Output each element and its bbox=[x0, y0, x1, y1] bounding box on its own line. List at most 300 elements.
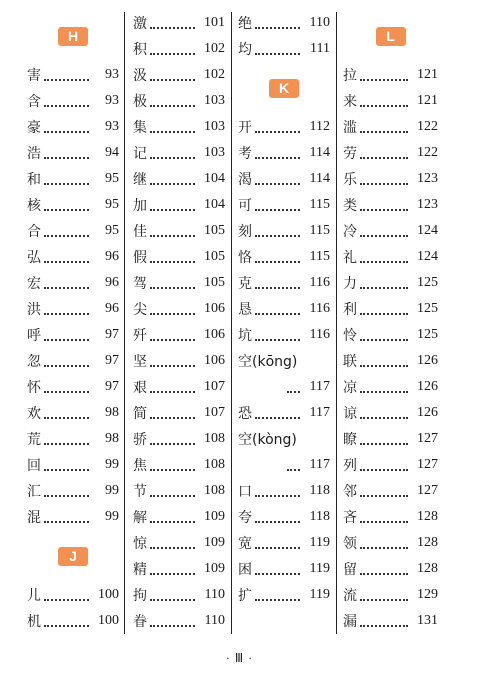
index-entry bbox=[27, 374, 119, 400]
index-entry bbox=[27, 608, 119, 634]
entry-page-number: 115 bbox=[309, 223, 330, 238]
index-entry bbox=[343, 270, 438, 296]
section-letter-badge: H bbox=[58, 27, 88, 46]
dot-leader bbox=[150, 70, 195, 81]
entry-page-number: 100 bbox=[98, 587, 119, 602]
entry-page-number: 98 bbox=[105, 405, 119, 420]
entry-page-number: 101 bbox=[204, 15, 225, 30]
entry-character: 瞭 bbox=[343, 432, 357, 448]
index-entry bbox=[133, 504, 225, 530]
entry-page-number: 119 bbox=[309, 587, 330, 602]
index-entry bbox=[133, 166, 225, 192]
dot-leader bbox=[360, 304, 408, 315]
entry-character: 困 bbox=[238, 562, 252, 578]
entry-page-number: 93 bbox=[105, 93, 119, 108]
index-entry bbox=[343, 322, 438, 348]
dot-leader bbox=[150, 538, 195, 549]
entry-page-number: 125 bbox=[417, 275, 438, 290]
index-column-3 bbox=[238, 10, 330, 608]
entry-character: 坚 bbox=[133, 354, 147, 370]
entry-character: 混 bbox=[27, 510, 41, 526]
entry-character: 怀 bbox=[27, 380, 41, 396]
index-entry bbox=[343, 244, 438, 270]
index-entry bbox=[133, 426, 225, 452]
index-entry bbox=[27, 582, 119, 608]
entry-page-number: 95 bbox=[105, 171, 119, 186]
index-entry bbox=[238, 192, 330, 218]
index-entry bbox=[133, 218, 225, 244]
index-entry bbox=[343, 452, 438, 478]
dot-leader bbox=[44, 200, 89, 211]
entry-character: 渴 bbox=[238, 172, 252, 188]
index-entry bbox=[238, 582, 330, 608]
dot-leader bbox=[360, 590, 408, 601]
index-entry bbox=[133, 582, 225, 608]
column-divider bbox=[231, 12, 232, 634]
index-entry bbox=[238, 10, 330, 36]
dot-leader bbox=[150, 174, 195, 185]
entry-page-number: 105 bbox=[204, 249, 225, 264]
entry-character: 力 bbox=[343, 276, 357, 292]
dot-leader bbox=[44, 356, 89, 367]
dot-leader bbox=[150, 512, 195, 523]
index-entry bbox=[27, 322, 119, 348]
dot-leader bbox=[360, 278, 408, 289]
entry-page-number: 95 bbox=[105, 223, 119, 238]
index-entry bbox=[343, 192, 438, 218]
dot-leader bbox=[150, 330, 195, 341]
entry-character: 弘 bbox=[27, 250, 41, 266]
index-entry bbox=[27, 140, 119, 166]
dot-leader bbox=[255, 278, 300, 289]
entry-page-number: 122 bbox=[417, 145, 438, 160]
index-column-1 bbox=[27, 10, 119, 634]
entry-character: 宽 bbox=[238, 536, 252, 552]
entry-character: 领 bbox=[343, 536, 357, 552]
dot-leader bbox=[44, 330, 89, 341]
entry-character: 极 bbox=[133, 94, 147, 110]
dot-leader bbox=[44, 226, 89, 237]
dot-leader bbox=[360, 382, 408, 393]
entry-character: 呼 bbox=[27, 328, 41, 344]
entry-character: 忽 bbox=[27, 354, 41, 370]
entry-character: 恪 bbox=[238, 250, 252, 266]
entry-page-number: 106 bbox=[204, 353, 225, 368]
dot-leader bbox=[255, 590, 300, 601]
entry-character: 留 bbox=[343, 562, 357, 578]
entry-character: 简 bbox=[133, 406, 147, 422]
index-entry bbox=[133, 322, 225, 348]
entry-page-number: 107 bbox=[204, 405, 225, 420]
dot-leader bbox=[255, 200, 300, 211]
entry-character: 艰 bbox=[133, 380, 147, 396]
entry-character: 汲 bbox=[133, 68, 147, 84]
entry-page-number: 126 bbox=[417, 405, 438, 420]
entry-page-number: 119 bbox=[309, 535, 330, 550]
index-entry bbox=[27, 348, 119, 374]
index-entry bbox=[27, 88, 119, 114]
entry-page-number: 105 bbox=[204, 275, 225, 290]
entry-page-number: 112 bbox=[309, 119, 330, 134]
entry-page-number: 93 bbox=[105, 67, 119, 82]
entry-page-number: 95 bbox=[105, 197, 119, 212]
dot-leader bbox=[255, 226, 300, 237]
index-entry bbox=[133, 88, 225, 114]
dot-leader bbox=[150, 44, 195, 55]
entry-page-number: 131 bbox=[417, 613, 438, 628]
entry-character: 夸 bbox=[238, 510, 252, 526]
dot-leader bbox=[255, 538, 300, 549]
entry-character: 浩 bbox=[27, 146, 41, 162]
entry-character: 回 bbox=[27, 458, 41, 474]
dot-leader bbox=[360, 96, 408, 107]
index-entry bbox=[343, 114, 438, 140]
entry-character: 劳 bbox=[343, 146, 357, 162]
dot-leader bbox=[360, 252, 408, 263]
entry-character: 刻 bbox=[238, 224, 252, 240]
index-entry bbox=[343, 504, 438, 530]
dot-leader bbox=[44, 148, 89, 159]
entry-character: 均 bbox=[238, 42, 252, 58]
column-divider bbox=[124, 12, 125, 634]
dot-leader bbox=[44, 278, 89, 289]
index-entry bbox=[343, 374, 438, 400]
entry-character: 谅 bbox=[343, 406, 357, 422]
entry-page-number: 117 bbox=[309, 405, 330, 420]
entry-character: 记 bbox=[133, 146, 147, 162]
entry-character: 骄 bbox=[133, 432, 147, 448]
entry-page-number: 119 bbox=[309, 561, 330, 576]
dot-leader bbox=[44, 408, 89, 419]
entry-page-number: 125 bbox=[417, 301, 438, 316]
index-entry bbox=[238, 36, 330, 62]
entry-text: 空(kōng) bbox=[238, 354, 298, 370]
index-entry bbox=[343, 556, 438, 582]
index-entry bbox=[133, 62, 225, 88]
dot-leader bbox=[44, 460, 89, 471]
index-entry bbox=[238, 140, 330, 166]
index-entry-heading bbox=[238, 426, 330, 452]
index-entry bbox=[133, 374, 225, 400]
section-header bbox=[27, 530, 119, 582]
index-entry bbox=[27, 114, 119, 140]
index-column-4 bbox=[343, 10, 438, 634]
dot-leader bbox=[360, 616, 408, 627]
entry-page-number: 99 bbox=[105, 457, 119, 472]
entry-page-number: 106 bbox=[204, 301, 225, 316]
dot-leader bbox=[360, 148, 408, 159]
entry-character: 核 bbox=[27, 198, 41, 214]
index-entry bbox=[343, 426, 438, 452]
dot-leader bbox=[150, 200, 195, 211]
entry-page-number: 127 bbox=[417, 431, 438, 446]
section-letter-badge: K bbox=[269, 79, 299, 98]
entry-character: 汇 bbox=[27, 484, 41, 500]
dot-leader bbox=[360, 460, 408, 471]
dot-leader bbox=[360, 538, 408, 549]
dot-leader bbox=[44, 304, 89, 315]
dot-leader bbox=[287, 382, 300, 393]
index-entry bbox=[27, 400, 119, 426]
entry-character: 滥 bbox=[343, 120, 357, 136]
dot-leader bbox=[255, 486, 300, 497]
dot-leader bbox=[255, 564, 300, 575]
entry-page-number: 114 bbox=[309, 171, 330, 186]
dot-leader bbox=[44, 252, 89, 263]
entry-character: 害 bbox=[27, 68, 41, 84]
dot-leader bbox=[255, 148, 300, 159]
entry-page-number: 97 bbox=[105, 327, 119, 342]
index-entry bbox=[133, 556, 225, 582]
entry-page-number: 104 bbox=[204, 171, 225, 186]
index-entry bbox=[27, 504, 119, 530]
dot-leader bbox=[150, 18, 195, 29]
dot-leader bbox=[360, 486, 408, 497]
entry-page-number: 107 bbox=[204, 379, 225, 394]
entry-page-number: 116 bbox=[309, 327, 330, 342]
dot-leader bbox=[44, 590, 89, 601]
entry-character: 焦 bbox=[133, 458, 147, 474]
entry-character: 冷 bbox=[343, 224, 357, 240]
entry-character: 类 bbox=[343, 198, 357, 214]
entry-character: 豪 bbox=[27, 120, 41, 136]
index-entry bbox=[238, 114, 330, 140]
entry-character: 邻 bbox=[343, 484, 357, 500]
section-letter-badge: L bbox=[376, 27, 406, 46]
index-entry bbox=[343, 62, 438, 88]
entry-character: 来 bbox=[343, 94, 357, 110]
dot-leader bbox=[150, 252, 195, 263]
index-entry bbox=[133, 608, 225, 634]
section-header bbox=[238, 62, 330, 114]
index-entry bbox=[238, 218, 330, 244]
entry-page-number: 109 bbox=[204, 535, 225, 550]
entry-character: 拘 bbox=[133, 588, 147, 604]
entry-character: 假 bbox=[133, 250, 147, 266]
entry-page-number: 103 bbox=[204, 119, 225, 134]
index-entry bbox=[133, 530, 225, 556]
entry-character: 可 bbox=[238, 198, 252, 214]
dot-leader bbox=[360, 174, 408, 185]
index-entry bbox=[27, 62, 119, 88]
index-entry bbox=[27, 452, 119, 478]
entry-character: 礼 bbox=[343, 250, 357, 266]
index-entry bbox=[238, 504, 330, 530]
entry-character: 欢 bbox=[27, 406, 41, 422]
entry-character: 和 bbox=[27, 172, 41, 188]
entry-page-number: 115 bbox=[309, 197, 330, 212]
entry-page-number: 121 bbox=[417, 93, 438, 108]
entry-character: 儿 bbox=[27, 588, 41, 604]
index-entry bbox=[238, 530, 330, 556]
dot-leader bbox=[255, 122, 300, 133]
dot-leader bbox=[255, 512, 300, 523]
dot-leader bbox=[150, 96, 195, 107]
dot-leader bbox=[360, 564, 408, 575]
entry-page-number: 108 bbox=[204, 431, 225, 446]
entry-character: 列 bbox=[343, 458, 357, 474]
entry-character: 怜 bbox=[343, 328, 357, 344]
entry-page-number: 98 bbox=[105, 431, 119, 446]
entry-character: 绝 bbox=[238, 16, 252, 32]
entry-page-number: 115 bbox=[309, 249, 330, 264]
index-entry bbox=[133, 10, 225, 36]
dot-leader bbox=[150, 616, 195, 627]
entry-page-number: 109 bbox=[204, 561, 225, 576]
index-entry bbox=[133, 244, 225, 270]
entry-character: 集 bbox=[133, 120, 147, 136]
dot-leader bbox=[150, 434, 195, 445]
index-entry bbox=[343, 166, 438, 192]
column-divider bbox=[336, 12, 337, 634]
dot-leader bbox=[360, 70, 408, 81]
entry-page-number: 125 bbox=[417, 327, 438, 342]
dot-leader bbox=[150, 278, 195, 289]
index-entry bbox=[343, 218, 438, 244]
dot-leader bbox=[360, 512, 408, 523]
entry-character: 激 bbox=[133, 16, 147, 32]
index-entry bbox=[133, 270, 225, 296]
index-entry bbox=[133, 478, 225, 504]
dot-leader bbox=[150, 382, 195, 393]
index-entry bbox=[343, 88, 438, 114]
entry-character: 考 bbox=[238, 146, 252, 162]
entry-page-number: 124 bbox=[417, 249, 438, 264]
index-entry bbox=[238, 478, 330, 504]
dot-leader bbox=[255, 304, 300, 315]
dot-leader bbox=[44, 382, 89, 393]
index-entry bbox=[343, 140, 438, 166]
entry-page-number: 96 bbox=[105, 249, 119, 264]
entry-character: 拉 bbox=[343, 68, 357, 84]
index-entry-continuation bbox=[238, 452, 330, 478]
entry-page-number: 128 bbox=[417, 509, 438, 524]
entry-page-number: 110 bbox=[204, 587, 225, 602]
index-entry bbox=[343, 296, 438, 322]
index-entry-heading bbox=[238, 348, 330, 374]
entry-character: 恐 bbox=[238, 406, 252, 422]
entry-page-number: 111 bbox=[310, 41, 330, 56]
dot-leader bbox=[360, 330, 408, 341]
section-header bbox=[343, 10, 438, 62]
entry-page-number: 93 bbox=[105, 119, 119, 134]
dot-leader bbox=[150, 590, 195, 601]
dot-leader bbox=[44, 616, 89, 627]
entry-character: 扩 bbox=[238, 588, 252, 604]
dot-leader bbox=[255, 174, 300, 185]
dot-leader bbox=[150, 460, 195, 471]
dot-leader bbox=[150, 304, 195, 315]
entry-character: 凉 bbox=[343, 380, 357, 396]
entry-page-number: 116 bbox=[309, 301, 330, 316]
index-entry bbox=[133, 140, 225, 166]
dot-leader bbox=[360, 356, 408, 367]
entry-page-number: 126 bbox=[417, 379, 438, 394]
index-entry bbox=[133, 36, 225, 62]
entry-page-number: 97 bbox=[105, 379, 119, 394]
entry-page-number: 122 bbox=[417, 119, 438, 134]
index-entry bbox=[27, 426, 119, 452]
dot-leader bbox=[287, 460, 300, 471]
index-entry bbox=[238, 556, 330, 582]
dot-leader bbox=[44, 122, 89, 133]
entry-page-number: 103 bbox=[204, 93, 225, 108]
dot-leader bbox=[44, 174, 89, 185]
entry-character: 宏 bbox=[27, 276, 41, 292]
entry-character: 节 bbox=[133, 484, 147, 500]
entry-page-number: 99 bbox=[105, 509, 119, 524]
dot-leader bbox=[255, 408, 300, 419]
entry-page-number: 116 bbox=[309, 275, 330, 290]
dot-leader bbox=[360, 226, 408, 237]
index-entry bbox=[238, 244, 330, 270]
entry-character: 联 bbox=[343, 354, 357, 370]
entry-character: 含 bbox=[27, 94, 41, 110]
dot-leader bbox=[150, 122, 195, 133]
page-number: · Ⅲ · bbox=[225, 651, 254, 665]
entry-page-number: 118 bbox=[309, 483, 330, 498]
dot-leader bbox=[44, 486, 89, 497]
dot-leader bbox=[360, 434, 408, 445]
entry-page-number: 129 bbox=[417, 587, 438, 602]
entry-page-number: 117 bbox=[309, 457, 330, 472]
entry-character: 加 bbox=[133, 198, 147, 214]
index-column-2 bbox=[133, 10, 225, 634]
entry-character: 流 bbox=[343, 588, 357, 604]
dot-leader bbox=[150, 408, 195, 419]
entry-page-number: 121 bbox=[417, 67, 438, 82]
index-entry bbox=[27, 478, 119, 504]
index-entry bbox=[133, 114, 225, 140]
dot-leader bbox=[150, 226, 195, 237]
entry-character: 驾 bbox=[133, 276, 147, 292]
entry-character: 积 bbox=[133, 42, 147, 58]
dot-leader bbox=[44, 512, 89, 523]
dot-leader bbox=[360, 408, 408, 419]
dot-leader bbox=[255, 252, 300, 263]
index-entry bbox=[133, 192, 225, 218]
entry-character: 漏 bbox=[343, 614, 357, 630]
entry-character: 继 bbox=[133, 172, 147, 188]
index-entry bbox=[238, 270, 330, 296]
entry-page-number: 117 bbox=[309, 379, 330, 394]
index-entry bbox=[27, 218, 119, 244]
entry-character: 恳 bbox=[238, 302, 252, 318]
index-entry bbox=[238, 322, 330, 348]
index-entry bbox=[343, 582, 438, 608]
entry-character: 解 bbox=[133, 510, 147, 526]
dot-leader bbox=[150, 356, 195, 367]
index-entry bbox=[238, 400, 330, 426]
entry-page-number: 123 bbox=[417, 197, 438, 212]
index-entry bbox=[27, 244, 119, 270]
dot-leader bbox=[44, 434, 89, 445]
entry-page-number: 118 bbox=[309, 509, 330, 524]
entry-page-number: 128 bbox=[417, 535, 438, 550]
index-entry bbox=[133, 348, 225, 374]
dot-leader bbox=[360, 200, 408, 211]
entry-page-number: 94 bbox=[105, 145, 119, 160]
entry-page-number: 110 bbox=[309, 15, 330, 30]
dot-leader bbox=[255, 18, 300, 29]
entry-page-number: 110 bbox=[204, 613, 225, 628]
entry-character: 开 bbox=[238, 120, 252, 136]
entry-character: 荒 bbox=[27, 432, 41, 448]
dot-leader bbox=[255, 44, 300, 55]
dot-leader bbox=[255, 330, 300, 341]
dot-leader bbox=[150, 148, 195, 159]
entry-page-number: 127 bbox=[417, 483, 438, 498]
